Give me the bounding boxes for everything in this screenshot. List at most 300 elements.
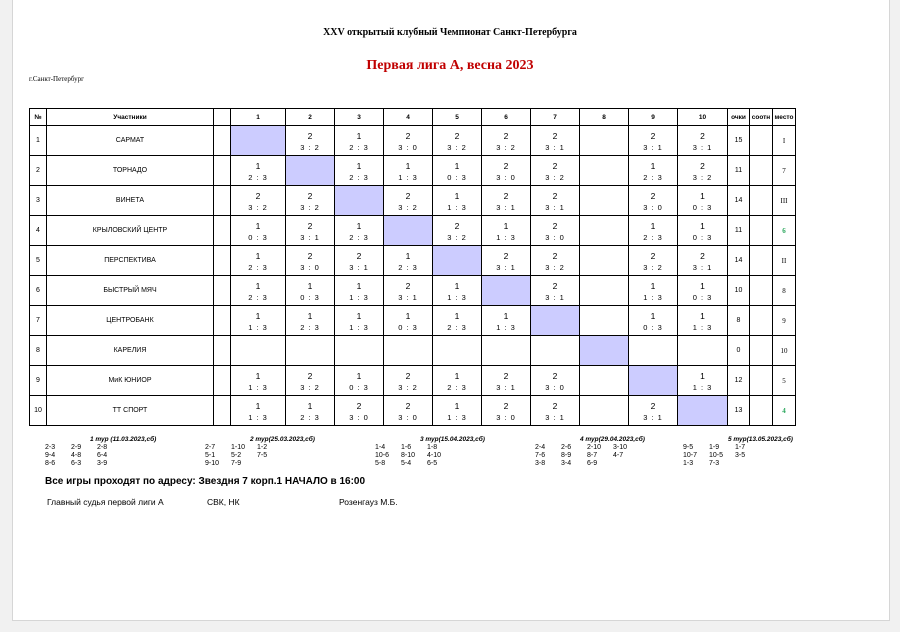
match-result-cell bbox=[231, 246, 286, 276]
match-result-cell bbox=[678, 156, 728, 186]
match-points: 1 bbox=[650, 311, 656, 321]
match-score: 3 : 1 bbox=[496, 383, 516, 392]
match-result-cell bbox=[384, 366, 433, 396]
match-result-cell bbox=[629, 246, 678, 276]
match-score: 1 : 3 bbox=[496, 323, 516, 332]
match-score: 3 : 1 bbox=[545, 413, 565, 422]
match-score: 1 : 3 bbox=[692, 323, 713, 332]
pairing: 2-9 bbox=[71, 444, 82, 451]
match-points: 1 bbox=[255, 281, 261, 291]
tour-block bbox=[205, 436, 315, 467]
match-points: 1 bbox=[503, 221, 509, 231]
table-header-row bbox=[30, 109, 796, 126]
match-score: 1 : 3 bbox=[248, 413, 268, 422]
match-score: 3 : 1 bbox=[545, 203, 565, 212]
spacer-cell bbox=[214, 156, 231, 186]
self-match-cell bbox=[384, 216, 433, 246]
match-result-cell bbox=[580, 246, 629, 276]
match-score: 3 : 1 bbox=[692, 263, 713, 272]
match-points: 2 bbox=[307, 131, 313, 141]
pairing: 2-8 bbox=[97, 444, 108, 451]
points-total: 0 bbox=[728, 336, 750, 366]
match-score: 3 : 1 bbox=[643, 143, 663, 152]
match-points: 1 bbox=[307, 311, 313, 321]
tour-title: 5 тур(13.05.2023,сб) bbox=[728, 436, 793, 443]
match-result-cell bbox=[384, 306, 433, 336]
pairing: 6-5 bbox=[427, 460, 438, 467]
match-points: 2 bbox=[503, 131, 509, 141]
match-score: 2 : 3 bbox=[349, 233, 369, 242]
match-points: 2 bbox=[255, 191, 261, 201]
match-points: 2 bbox=[405, 371, 411, 381]
match-result-cell bbox=[286, 396, 335, 426]
self-match-cell bbox=[580, 336, 629, 366]
tour-pairings-row bbox=[375, 452, 485, 459]
set-ratio bbox=[750, 366, 773, 396]
pairing: 1-4 bbox=[375, 444, 386, 451]
pairing: 1-7 bbox=[735, 444, 746, 451]
column-header: 8 bbox=[580, 109, 629, 126]
place: 4 bbox=[773, 396, 796, 426]
tour-title: 4 тур(29.04.2023,сб) bbox=[580, 436, 645, 443]
match-points: 1 bbox=[454, 371, 460, 381]
tour-pairings-row bbox=[45, 444, 156, 451]
tour-pairings-row bbox=[205, 444, 315, 451]
place: I bbox=[773, 126, 796, 156]
match-points: 2 bbox=[405, 131, 411, 141]
match-points: 2 bbox=[552, 191, 558, 201]
team-name: ЦЕНТРОБАНК bbox=[47, 306, 214, 336]
match-result-cell bbox=[335, 306, 384, 336]
pairing: 2-6 bbox=[561, 444, 572, 451]
tour-pairings-row bbox=[45, 460, 156, 467]
match-result-cell bbox=[678, 216, 728, 246]
match-score: 2 : 3 bbox=[643, 173, 663, 182]
match-result-cell bbox=[231, 156, 286, 186]
match-points: 2 bbox=[552, 161, 558, 171]
match-score: 0 : 3 bbox=[692, 233, 713, 242]
match-score: 2 : 3 bbox=[248, 293, 268, 302]
match-points: 1 bbox=[700, 221, 705, 231]
row-number: 8 bbox=[30, 336, 47, 366]
row-number: 7 bbox=[30, 306, 47, 336]
match-score: 1 : 3 bbox=[447, 203, 467, 212]
tour-pairings-row bbox=[205, 460, 315, 467]
match-points: 1 bbox=[356, 311, 362, 321]
table-row bbox=[30, 306, 796, 336]
match-result-cell bbox=[531, 366, 580, 396]
match-result-cell bbox=[629, 156, 678, 186]
match-points: 2 bbox=[356, 251, 362, 261]
set-ratio bbox=[750, 276, 773, 306]
team-name: КАРЕЛИЯ bbox=[47, 336, 214, 366]
match-score: 2 : 3 bbox=[300, 413, 320, 422]
pairing: 8-10 bbox=[401, 452, 416, 459]
match-result-cell bbox=[384, 246, 433, 276]
pairing: 2-4 bbox=[535, 444, 546, 451]
pairing: 1-3 bbox=[683, 460, 694, 467]
match-score: 1 : 3 bbox=[447, 413, 467, 422]
row-number: 1 bbox=[30, 126, 47, 156]
table-row bbox=[30, 126, 796, 156]
match-points: 1 bbox=[454, 311, 460, 321]
match-points: 2 bbox=[307, 251, 313, 261]
place: 8 bbox=[773, 276, 796, 306]
match-result-cell bbox=[629, 306, 678, 336]
table-row bbox=[30, 396, 796, 426]
match-result-cell bbox=[384, 156, 433, 186]
match-score: 3 : 0 bbox=[545, 383, 565, 392]
table-row bbox=[30, 246, 796, 276]
match-result-cell bbox=[433, 216, 482, 246]
column-header: 10 bbox=[678, 109, 728, 126]
standings-table bbox=[29, 108, 796, 426]
match-points: 2 bbox=[552, 131, 558, 141]
pairing: 8-9 bbox=[561, 452, 572, 459]
match-result-cell bbox=[433, 186, 482, 216]
match-result-cell bbox=[335, 396, 384, 426]
match-points: 2 bbox=[700, 161, 705, 171]
pairing: 1-6 bbox=[401, 444, 412, 451]
table-row bbox=[30, 366, 796, 396]
set-ratio bbox=[750, 126, 773, 156]
match-result-cell bbox=[678, 276, 728, 306]
pairing: 3-9 bbox=[97, 460, 108, 467]
spacer-cell bbox=[214, 246, 231, 276]
spacer-cell bbox=[214, 306, 231, 336]
match-score: 3 : 2 bbox=[300, 143, 320, 152]
match-score: 2 : 3 bbox=[349, 143, 369, 152]
set-ratio bbox=[750, 396, 773, 426]
match-result-cell bbox=[433, 276, 482, 306]
match-points: 1 bbox=[700, 311, 705, 321]
match-score: 3 : 1 bbox=[545, 293, 565, 302]
tour-pairings-row bbox=[535, 460, 645, 467]
match-points: 2 bbox=[650, 401, 656, 411]
match-score: 1 : 3 bbox=[398, 173, 418, 182]
tour-pairings-row bbox=[535, 452, 645, 459]
match-score: 0 : 3 bbox=[643, 323, 663, 332]
pairing: 6-4 bbox=[97, 452, 108, 459]
match-score: 3 : 2 bbox=[692, 173, 713, 182]
match-result-cell bbox=[531, 126, 580, 156]
pairing: 10-7 bbox=[683, 452, 698, 459]
match-points: 2 bbox=[356, 401, 362, 411]
match-points: 2 bbox=[552, 371, 558, 381]
column-header: 1 bbox=[231, 109, 286, 126]
match-score: 3 : 0 bbox=[349, 413, 369, 422]
match-score: 3 : 0 bbox=[300, 263, 320, 272]
match-score: 0 : 3 bbox=[349, 383, 369, 392]
match-result-cell bbox=[286, 306, 335, 336]
points-total: 14 bbox=[728, 186, 750, 216]
match-result-cell bbox=[335, 366, 384, 396]
team-name: БЫСТРЫЙ МЯЧ bbox=[47, 276, 214, 306]
match-result-cell bbox=[678, 246, 728, 276]
match-result-cell bbox=[580, 306, 629, 336]
match-points: 1 bbox=[454, 191, 460, 201]
spacer-cell bbox=[214, 336, 231, 366]
match-result-cell bbox=[286, 186, 335, 216]
match-result-cell bbox=[231, 336, 286, 366]
city-label: г.Санкт-Петербург bbox=[29, 75, 85, 83]
spacer-cell bbox=[214, 126, 231, 156]
tour-pairings-row bbox=[205, 452, 315, 459]
points-total: 11 bbox=[728, 216, 750, 246]
match-score: 2 : 3 bbox=[349, 173, 369, 182]
match-points: 1 bbox=[503, 311, 509, 321]
judge-title: Главный судья первой лиги А bbox=[47, 497, 164, 507]
match-score: 1 : 3 bbox=[248, 323, 268, 332]
match-points: 1 bbox=[454, 161, 460, 171]
spacer-cell bbox=[214, 186, 231, 216]
match-score: 3 : 2 bbox=[545, 263, 565, 272]
pairing: 10-5 bbox=[709, 452, 724, 459]
set-ratio bbox=[750, 246, 773, 276]
match-points: 1 bbox=[255, 221, 261, 231]
place: 5 bbox=[773, 366, 796, 396]
match-result-cell bbox=[433, 366, 482, 396]
match-score: 1 : 3 bbox=[248, 383, 268, 392]
match-result-cell bbox=[629, 126, 678, 156]
match-result-cell bbox=[231, 366, 286, 396]
pairing: 2-7 bbox=[205, 444, 216, 451]
pairing: 4-7 bbox=[613, 452, 624, 459]
match-result-cell bbox=[629, 216, 678, 246]
match-points: 2 bbox=[405, 191, 411, 201]
row-number: 6 bbox=[30, 276, 47, 306]
match-result-cell bbox=[482, 126, 531, 156]
pairing: 9-4 bbox=[45, 452, 56, 459]
match-score: 0 : 3 bbox=[398, 323, 418, 332]
row-number: 2 bbox=[30, 156, 47, 186]
match-score: 2 : 3 bbox=[447, 323, 467, 332]
match-result-cell bbox=[231, 396, 286, 426]
tour-block bbox=[375, 436, 485, 467]
match-score: 3 : 0 bbox=[545, 233, 565, 242]
match-points: 1 bbox=[255, 371, 261, 381]
place: II bbox=[773, 246, 796, 276]
pairing: 5-1 bbox=[205, 452, 216, 459]
match-result-cell bbox=[335, 126, 384, 156]
match-result-cell bbox=[231, 216, 286, 246]
match-result-cell bbox=[286, 276, 335, 306]
match-score: 3 : 0 bbox=[398, 143, 418, 152]
match-result-cell bbox=[433, 126, 482, 156]
points-total: 15 bbox=[728, 126, 750, 156]
pairing: 3-10 bbox=[613, 444, 628, 451]
place: 9 bbox=[773, 306, 796, 336]
pairing: 1-8 bbox=[427, 444, 438, 451]
match-result-cell bbox=[629, 336, 678, 366]
match-result-cell bbox=[629, 276, 678, 306]
pairing: 1-10 bbox=[231, 444, 246, 451]
match-result-cell bbox=[580, 126, 629, 156]
spacer-cell bbox=[214, 276, 231, 306]
match-points: 1 bbox=[700, 281, 705, 291]
match-score: 3 : 2 bbox=[398, 383, 418, 392]
match-points: 1 bbox=[307, 281, 313, 291]
team-name: КРЫЛОВСКИЙ ЦЕНТР bbox=[47, 216, 214, 246]
tour-pairings-row bbox=[683, 444, 793, 451]
pairing: 7-9 bbox=[231, 460, 242, 467]
match-score: 0 : 3 bbox=[692, 293, 713, 302]
venue-address: Все игры проходят по адресу: Звездня 7 корп.1 НАЧАЛО в 16:00 bbox=[45, 476, 366, 487]
match-result-cell bbox=[678, 126, 728, 156]
set-ratio bbox=[750, 216, 773, 246]
match-score: 2 : 3 bbox=[643, 233, 663, 242]
match-points: 2 bbox=[700, 131, 705, 141]
pairing: 2-3 bbox=[45, 444, 56, 451]
match-result-cell bbox=[482, 186, 531, 216]
tour-pairings-row bbox=[535, 444, 645, 451]
match-points: 2 bbox=[405, 401, 411, 411]
match-result-cell bbox=[629, 396, 678, 426]
match-result-cell bbox=[482, 366, 531, 396]
match-score: 2 : 3 bbox=[398, 263, 418, 272]
row-number: 3 bbox=[30, 186, 47, 216]
match-result-cell bbox=[335, 276, 384, 306]
match-score: 3 : 0 bbox=[496, 173, 516, 182]
match-result-cell bbox=[335, 246, 384, 276]
match-result-cell bbox=[384, 186, 433, 216]
match-result-cell bbox=[482, 216, 531, 246]
match-result-cell bbox=[231, 186, 286, 216]
table-row bbox=[30, 336, 796, 366]
match-points: 1 bbox=[405, 311, 411, 321]
match-result-cell bbox=[482, 396, 531, 426]
match-points: 1 bbox=[700, 371, 705, 381]
match-result-cell bbox=[580, 396, 629, 426]
column-header: 3 bbox=[335, 109, 384, 126]
self-match-cell bbox=[629, 366, 678, 396]
match-score: 1 : 3 bbox=[349, 323, 369, 332]
match-score: 0 : 3 bbox=[447, 173, 467, 182]
match-score: 3 : 1 bbox=[643, 413, 663, 422]
match-result-cell bbox=[482, 306, 531, 336]
match-points: 1 bbox=[255, 251, 261, 261]
match-score: 3 : 0 bbox=[398, 413, 418, 422]
pairing: 4-8 bbox=[71, 452, 82, 459]
pairing: 5-8 bbox=[375, 460, 386, 467]
tour-title: 2 тур(25.03.2023,сб) bbox=[250, 436, 315, 443]
team-name: ВИНЕТА bbox=[47, 186, 214, 216]
match-result-cell bbox=[286, 216, 335, 246]
match-score: 0 : 3 bbox=[300, 293, 320, 302]
match-points: 2 bbox=[307, 191, 313, 201]
match-points: 1 bbox=[650, 281, 656, 291]
match-score: 3 : 2 bbox=[398, 203, 418, 212]
row-number: 4 bbox=[30, 216, 47, 246]
match-score: 3 : 2 bbox=[643, 263, 663, 272]
self-match-cell bbox=[482, 276, 531, 306]
match-result-cell bbox=[433, 336, 482, 366]
league-title: Первая лига А, весна 2023 bbox=[366, 58, 534, 73]
match-result-cell bbox=[231, 276, 286, 306]
match-points: 1 bbox=[454, 401, 460, 411]
column-header: место bbox=[773, 109, 796, 126]
team-name: ПЕРСПЕКТИВА bbox=[47, 246, 214, 276]
match-score: 3 : 2 bbox=[545, 173, 565, 182]
self-match-cell bbox=[231, 126, 286, 156]
place: 6 bbox=[773, 216, 796, 246]
match-score: 2 : 3 bbox=[300, 323, 320, 332]
pairing: 5-2 bbox=[231, 452, 242, 459]
match-points: 1 bbox=[356, 161, 362, 171]
championship-title: XXV открытый клубный Чемпионат Санкт-Петербурга bbox=[323, 27, 577, 38]
tour-title: 1 тур (11.03.2023,сб) bbox=[90, 436, 157, 443]
points-total: 8 bbox=[728, 306, 750, 336]
row-number: 5 bbox=[30, 246, 47, 276]
tour-pairings-row bbox=[45, 452, 156, 459]
match-result-cell bbox=[629, 186, 678, 216]
points-total: 10 bbox=[728, 276, 750, 306]
match-points: 1 bbox=[307, 401, 313, 411]
team-name: МиК ЮНИОР bbox=[47, 366, 214, 396]
match-points: 2 bbox=[552, 401, 558, 411]
pairing: 1-2 bbox=[257, 444, 268, 451]
match-points: 1 bbox=[356, 131, 362, 141]
match-points: 1 bbox=[356, 371, 362, 381]
match-result-cell bbox=[335, 216, 384, 246]
spacer-cell bbox=[214, 396, 231, 426]
self-match-cell bbox=[335, 186, 384, 216]
match-score: 0 : 3 bbox=[692, 203, 713, 212]
match-points: 2 bbox=[552, 281, 558, 291]
self-match-cell bbox=[433, 246, 482, 276]
match-result-cell bbox=[580, 366, 629, 396]
match-result-cell bbox=[384, 126, 433, 156]
judge-line bbox=[47, 497, 398, 507]
match-result-cell bbox=[231, 306, 286, 336]
match-points: 1 bbox=[454, 281, 460, 291]
pairing: 10-6 bbox=[375, 452, 390, 459]
tour-block bbox=[535, 436, 645, 467]
self-match-cell bbox=[531, 306, 580, 336]
match-score: 3 : 1 bbox=[496, 263, 516, 272]
match-result-cell bbox=[531, 276, 580, 306]
pairing: 3-8 bbox=[535, 460, 546, 467]
match-points: 2 bbox=[503, 191, 509, 201]
points-total: 14 bbox=[728, 246, 750, 276]
match-result-cell bbox=[384, 336, 433, 366]
table-row bbox=[30, 186, 796, 216]
match-result-cell bbox=[580, 276, 629, 306]
match-result-cell bbox=[531, 186, 580, 216]
match-points: 2 bbox=[454, 221, 460, 231]
match-result-cell bbox=[384, 396, 433, 426]
match-result-cell bbox=[433, 156, 482, 186]
match-points: 1 bbox=[650, 161, 656, 171]
column-header: 5 bbox=[433, 109, 482, 126]
match-points: 1 bbox=[255, 401, 261, 411]
match-score: 3 : 2 bbox=[248, 203, 268, 212]
match-result-cell bbox=[384, 276, 433, 306]
match-result-cell bbox=[531, 246, 580, 276]
match-result-cell bbox=[433, 306, 482, 336]
match-score: 1 : 3 bbox=[643, 293, 663, 302]
match-points: 1 bbox=[405, 161, 411, 171]
match-points: 2 bbox=[307, 371, 313, 381]
match-result-cell bbox=[531, 396, 580, 426]
points-total: 13 bbox=[728, 396, 750, 426]
match-score: 3 : 2 bbox=[447, 233, 467, 242]
pairing: 9-10 bbox=[205, 460, 220, 467]
match-points: 2 bbox=[405, 281, 411, 291]
match-result-cell bbox=[433, 396, 482, 426]
column-header: 9 bbox=[629, 109, 678, 126]
pairing: 3-5 bbox=[735, 452, 746, 459]
